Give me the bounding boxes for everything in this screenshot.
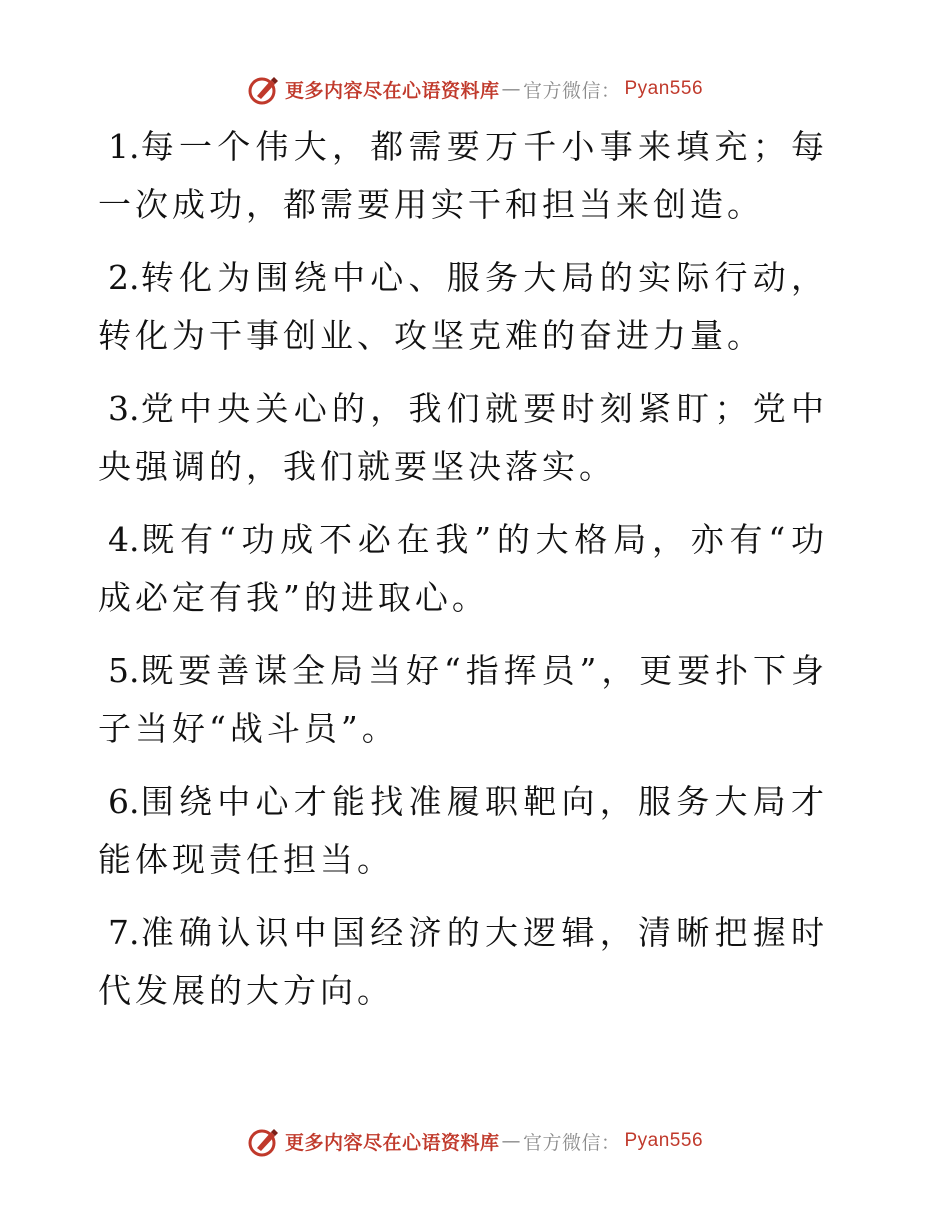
watermark-separator: — <box>501 78 521 100</box>
pen-logo-icon <box>247 1124 281 1158</box>
item-number: 4. <box>108 520 140 559</box>
list-item <box>98 380 828 496</box>
list-item <box>98 118 828 234</box>
item-number: 1. <box>108 127 140 166</box>
list-item <box>98 511 828 627</box>
footer-watermark <box>0 1124 950 1158</box>
item-text: 既要善谋全局当好“指挥员”，更要扑下身子当好“战斗员”。 <box>98 651 828 748</box>
header-watermark <box>0 72 950 106</box>
watermark-main-text: 更多内容尽在心语资料库 <box>284 79 500 102</box>
item-text: 每一个伟大，都需要万千小事来填充；每一次成功，都需要用实干和担当来创造。 <box>98 127 828 224</box>
watermark-wechat-id: Pyan556 <box>624 1130 704 1151</box>
item-text: 围绕中心才能找准履职靶向，服务大局才能体现责任担当。 <box>98 782 828 879</box>
list-item <box>98 249 828 365</box>
item-text: 转化为围绕中心、服务大局的实际行动，转化为干事创业、攻坚克难的奋进力量。 <box>98 258 828 355</box>
pen-logo-icon <box>247 72 281 106</box>
list-item <box>98 904 828 1020</box>
watermark-label: 官方微信： <box>522 1131 621 1154</box>
watermark-separator: — <box>501 1130 521 1152</box>
item-text: 既有“功成不必在我”的大格局，亦有“功成必定有我”的进取心。 <box>98 520 828 617</box>
item-text: 准确认识中国经济的大逻辑，清晰把握时代发展的大方向。 <box>98 913 828 1010</box>
item-number: 7. <box>108 913 140 952</box>
list-item <box>98 642 828 758</box>
watermark-wechat-id: Pyan556 <box>624 78 704 99</box>
watermark-label: 官方微信： <box>522 79 621 102</box>
list-item <box>98 773 828 889</box>
item-number: 3. <box>108 389 140 428</box>
item-number: 2. <box>108 258 140 297</box>
item-text: 党中央关心的，我们就要时刻紧盯；党中央强调的，我们就要坚决落实。 <box>98 389 828 486</box>
watermark-main-text: 更多内容尽在心语资料库 <box>284 1131 500 1154</box>
item-number: 5. <box>108 651 140 690</box>
item-number: 6. <box>108 782 140 821</box>
quote-list <box>98 118 828 1035</box>
